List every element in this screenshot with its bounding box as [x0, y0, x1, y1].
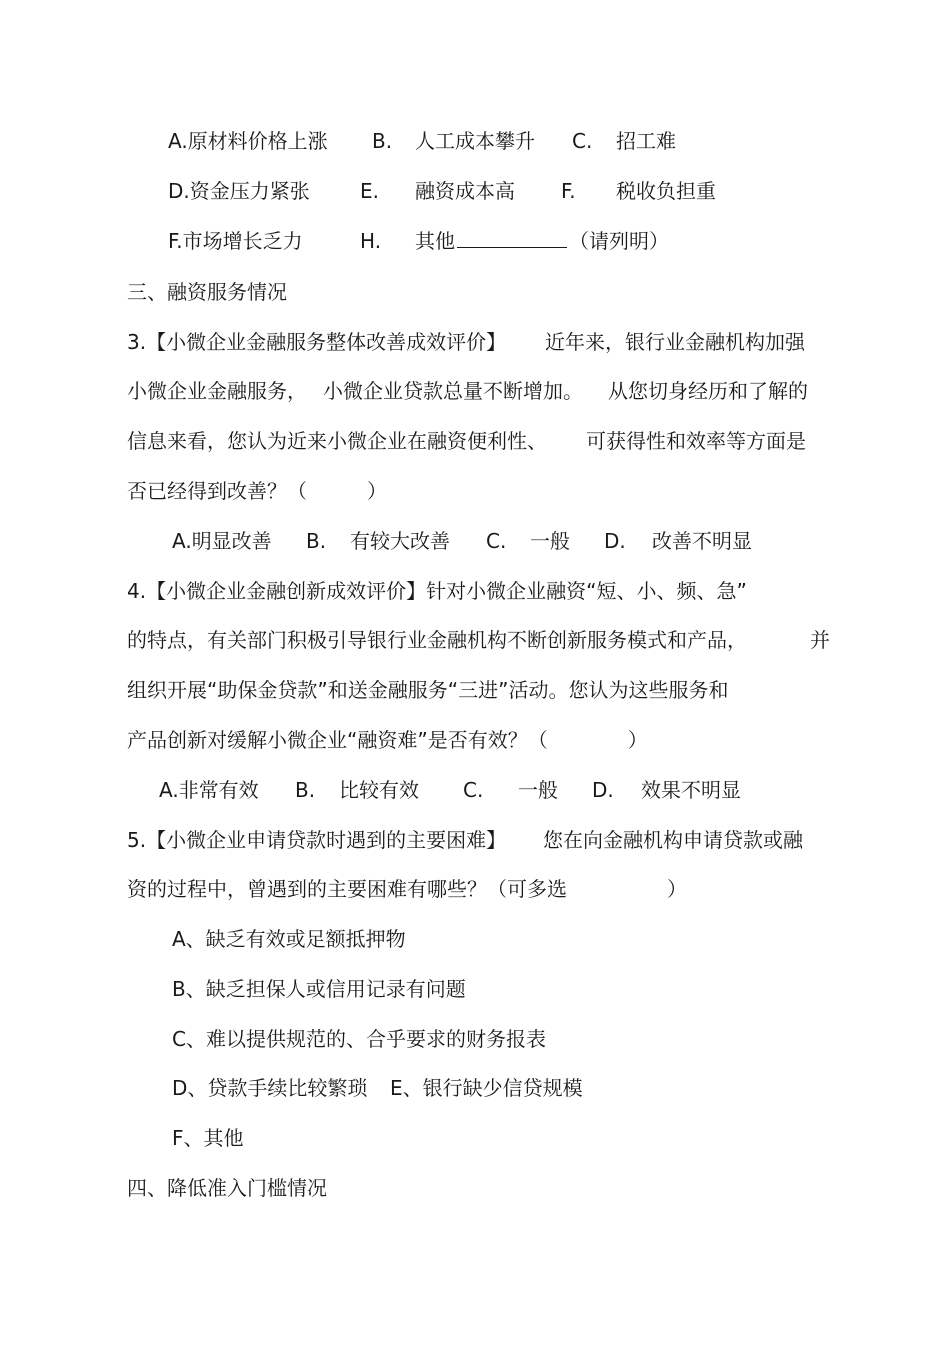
section-heading-lower-entry-threshold: 四、降低准入门槛情况 [127, 1176, 327, 1200]
fill-in-blank-line[interactable] [457, 229, 567, 248]
q4-text-3: 组织开展“助保金贷款”和送金融服务“三进”活动。您认为这些服务和 [127, 678, 729, 702]
q2-option-g: F.市场增长乏力 [168, 229, 303, 253]
q4-option-a: A.非常有效 [159, 778, 259, 802]
q4-title: 4.【小微企业金融创新成效评价】针对小微企业融资“短、小、频、急” [127, 579, 747, 603]
q3-text-1: 近年来，银行业金融机构加强 [545, 330, 805, 354]
q5-option-f: F、其他 [172, 1126, 244, 1150]
q5-option-a: A、缺乏有效或足额抵押物 [172, 927, 406, 951]
q2-option-d: D.资金压力紧张 [168, 179, 310, 203]
q5-title: 5.【小微企业申请贷款时遇到的主要困难】 [127, 828, 507, 852]
q5-text-2: 资的过程中，曾遇到的主要困难有哪些？（可多选 ） [127, 877, 687, 901]
q2-option-f: 税收负担重 [616, 179, 716, 203]
q4-text-2a: 的特点，有关部门积极引导银行业金融机构不断创新服务模式和产品， [127, 628, 747, 652]
q3-option-b-letter: B. [306, 529, 327, 553]
q3-option-d-letter: D. [604, 529, 626, 553]
q2-option-b-letter: B. [372, 129, 393, 153]
q3-text-2a: 小微企业金融服务， [127, 379, 307, 403]
q3-option-a: A.明显改善 [172, 529, 272, 553]
q3-option-b: 有较大改善 [350, 529, 450, 553]
q4-text-4: 产品创新对缓解小微企业“融资难”是否有效？（ ） [127, 728, 648, 752]
q3-text-2b: 小微企业贷款总量不断增加。 [323, 379, 583, 403]
q5-option-c: C、难以提供规范的、合乎要求的财务报表 [172, 1027, 546, 1051]
q2-option-c-letter: C. [572, 129, 593, 153]
q4-option-d: 效果不明显 [641, 778, 741, 802]
q2-option-e-letter: E. [360, 179, 379, 203]
q2-option-a: A.原材料价格上涨 [168, 129, 328, 153]
q3-title: 3.【小微企业金融服务整体改善成效评价】 [127, 330, 507, 354]
q4-option-b-letter: B. [295, 778, 316, 802]
q4-option-b: 比较有效 [339, 778, 419, 802]
q2-option-h-letter: H. [360, 229, 382, 253]
q3-text-4: 否已经得到改善？（ ） [127, 479, 387, 503]
q3-text-3b: 可获得性和效率等方面是 [586, 429, 806, 453]
q4-option-c: 一般 [518, 778, 558, 802]
q2-option-h [415, 227, 669, 255]
q3-option-c: 一般 [530, 529, 570, 553]
q2-option-e: 融资成本高 [415, 179, 515, 203]
section-heading-financing-services: 三、融资服务情况 [127, 280, 287, 304]
q5-option-b: B、缺乏担保人或信用记录有问题 [172, 977, 466, 1001]
q2-option-f-letter: F. [561, 179, 576, 203]
q2-option-h-note: （请列明） [569, 229, 669, 253]
q3-text-2c: 从您切身经历和了解的 [608, 379, 808, 403]
q5-option-d: D、贷款手续比较繁琐 [172, 1076, 368, 1100]
q4-option-c-letter: C. [463, 778, 484, 802]
q5-text-1: 您在向金融机构申请贷款或融 [543, 828, 803, 852]
q3-option-c-letter: C. [486, 529, 507, 553]
q4-option-d-letter: D. [592, 778, 614, 802]
q2-option-b: 人工成本攀升 [415, 129, 535, 153]
q2-option-h-label: 其他 [415, 229, 455, 253]
q3-option-d: 改善不明显 [652, 529, 752, 553]
q5-option-e: E、银行缺少信贷规模 [390, 1076, 583, 1100]
q3-text-3a: 信息来看，您认为近来小微企业在融资便利性、 [127, 429, 547, 453]
q4-text-2b: 并 [810, 628, 830, 652]
q2-option-c: 招工难 [616, 129, 676, 153]
